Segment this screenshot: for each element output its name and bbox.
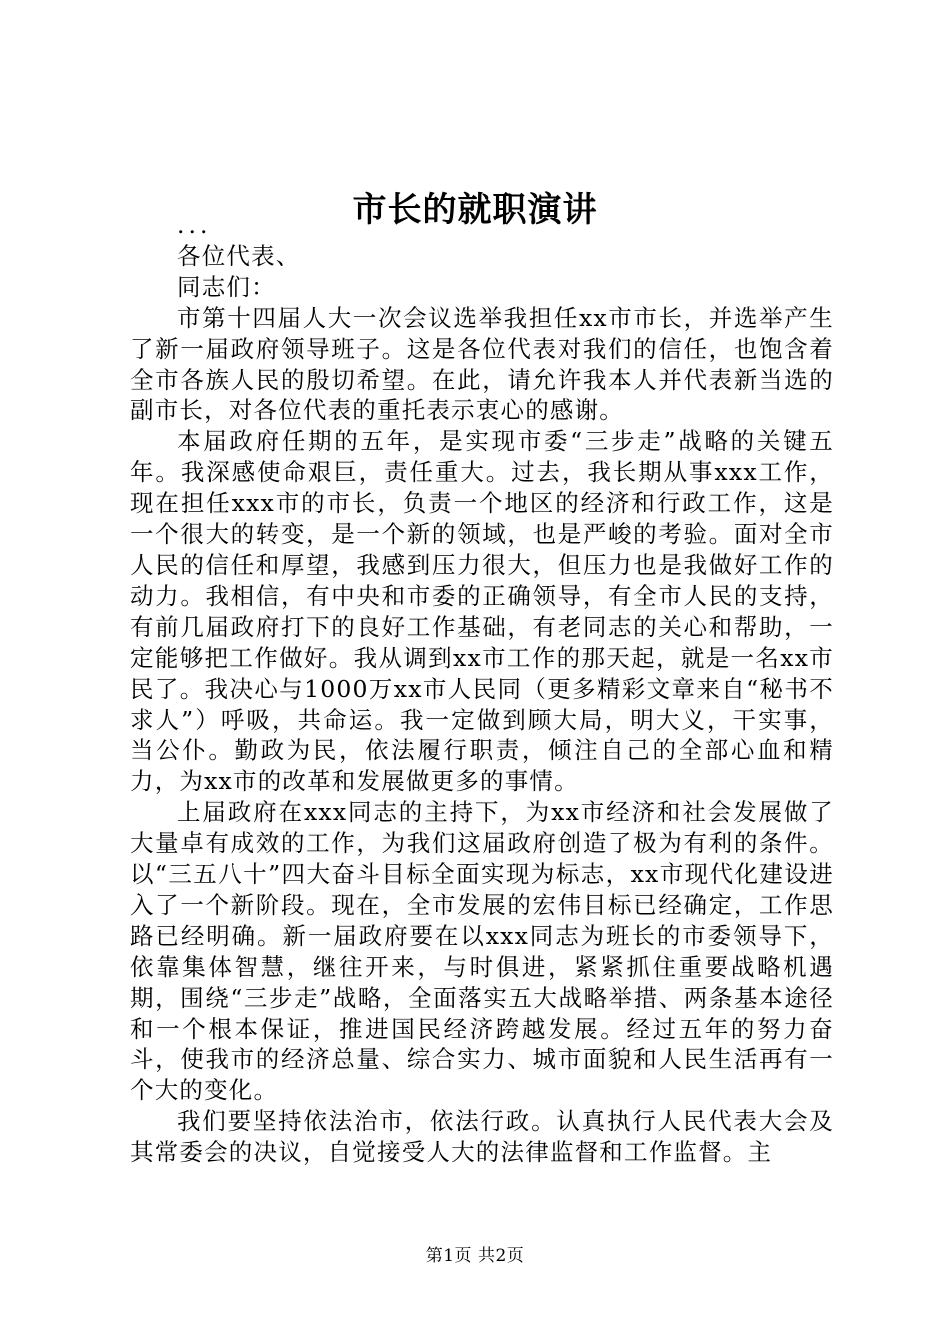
paragraph-2: 本届政府任期的五年，是实现市委“三步走”战略的关键五年。我深感使命艰巨，责任重大。过去，我长期从事xxx工作，现在担任xxx市的市长，负责一个地区的经济和行政工作，这是一个很大的转变，是一个新的领域，也是严峻的考验。面对全市人民的信任和厚望，我感到压力很大，但压力也是我做好工作的动力。我相信，有中央和市委的正确领导，有全市人民的支持，有前几届政府打下的良好工作基础，有老同志的关心和帮助，一定能够把工作做好。我从调到xx市工作的那天起，就是一名xx市民了。我决心与1000万xx市人民同（更多精彩文章来自“秘书不求人”）呼吸，共命运。我一定做到顾大局，明大义，干实事，当公仆。勤政为民，依法履行职责，倾注自己的全部心血和精力，为xx市的改革和发展做更多的事情。 xyxy=(130,427,834,796)
paragraph-4: 我们要坚持依法治市，依法行政。认真执行人民代表大会及其常委会的决议，自觉接受人大的法律监督和工作监督。主 xyxy=(130,1107,834,1167)
salutation-comrades: 同志们： xyxy=(177,272,276,301)
salutation-representatives: 各位代表、 xyxy=(177,241,301,270)
page-footer: 第1页 共2页 xyxy=(425,1246,525,1266)
document-body xyxy=(130,210,834,1168)
document-title: 市长的就职演讲 xyxy=(352,190,598,230)
ellipsis-line: ... xyxy=(177,211,212,239)
paragraph-3: 上届政府在xxx同志的主持下，为xx市经济和社会发展做了大量卓有成效的工作，为我们这届政府创造了极为有利的条件。以“三五八十”四大奋斗目标全面实现为标志，xx市现代化建设进入了一个新阶段。现在，全市发展的宏伟目标已经确定，工作思路已经明确。新一届政府要在以xxx同志为班长的市委领导下，依靠集体智慧，继往开来，与时俱进，紧紧抓住重要战略机遇期，围绕“三步走”战略，全面落实五大战略举措、两条基本途径和一个根本保证，推进国民经济跨越发展。经过五年的努力奋斗，使我市的经济总量、综合实力、城市面貌和人民生活再有一个大的变化。 xyxy=(130,798,834,1105)
paragraph-1: 市第十四届人大一次会议选举我担任xx市市长，并选举产生了新一届政府领导班子。这是各位代表对我们的信任，也饱含着全市各族人民的殷切希望。在此，请允许我本人并代表新当选的副市长，对各位代表的重托表示衷心的感谢。 xyxy=(130,303,834,425)
